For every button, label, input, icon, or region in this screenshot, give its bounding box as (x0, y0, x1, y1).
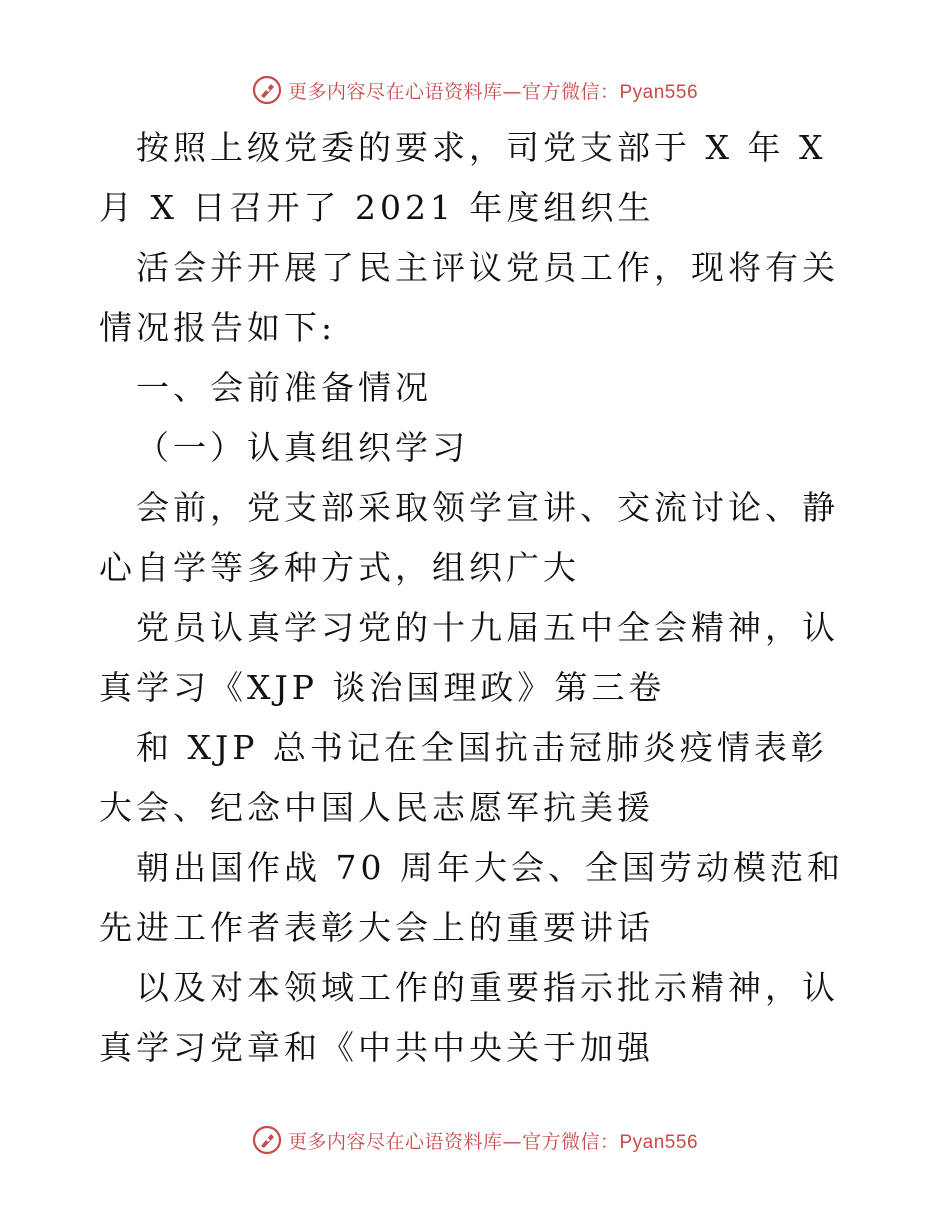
paragraph: 和 XJP 总书记在全国抗击冠肺炎疫情表彰大会、纪念中国人民志愿军抗美援 (99, 728, 828, 827)
watermark-footer (0, 1122, 950, 1158)
subsection-heading: （一）认真组织学习 (136, 428, 469, 467)
paragraph: 党员认真学习党的十九届五中全会精神，认真学习《XJP 谈治国理政》第三卷 (99, 608, 839, 707)
paragraph: 会前，党支部采取领学宣讲、交流讨论、静心自学等多种方式，组织广大 (99, 488, 839, 587)
paragraph: 活会并开展了民主评议党员工作，现将有关情况报告如下: (99, 248, 839, 347)
watermark-text: 更多内容尽在心语资料库—官方微信：Pyan556 (287, 80, 699, 103)
paragraph: 按照上级党委的要求，司党支部于 X 年 X 月 X 日召开了 2021 年度组织生 (99, 128, 827, 227)
pen-nib-logo-icon (252, 1125, 282, 1155)
paragraph: 朝出国作战 70 周年大会、全国劳动模范和先进工作者表彰大会上的重要讲话 (99, 848, 844, 947)
pen-nib-logo-icon (252, 75, 282, 105)
watermark-text: 更多内容尽在心语资料库—官方微信：Pyan556 (287, 1130, 699, 1153)
paragraph: 以及对本领域工作的重要指示批示精神，认真学习党章和《中共中央关于加强 (99, 968, 839, 1067)
document-body (99, 118, 859, 1078)
section-heading: 一、会前准备情况 (136, 368, 432, 407)
watermark-header (0, 72, 950, 108)
